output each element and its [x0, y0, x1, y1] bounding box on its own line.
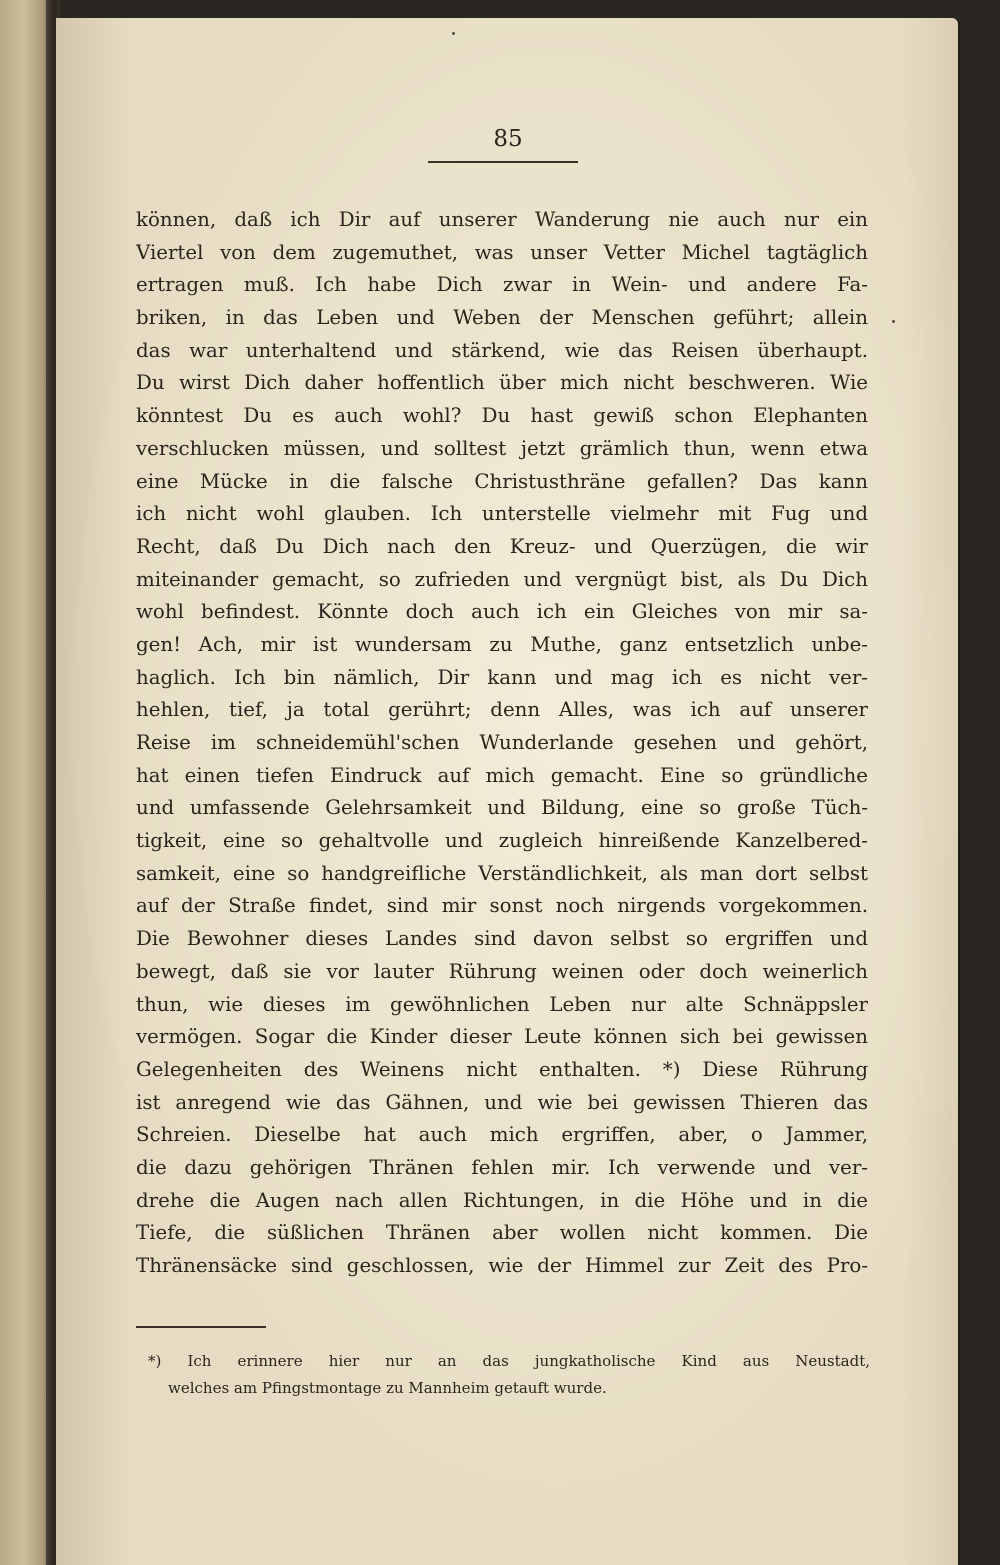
- footnote-line: welches am Pfingstmontage zu Mannheim getauft wurde.: [168, 1379, 607, 1397]
- body-text: [136, 204, 868, 1283]
- text-line: Reise im schneidemühl'schen Wunderlande gesehen und gehört,: [136, 731, 868, 754]
- paper-speck: [892, 320, 895, 323]
- text-line: hat einen tiefen Eindruck auf mich gemacht. Eine so gründliche: [136, 763, 868, 787]
- text-line: Schreien. Dieselbe hat auch mich ergriffen, aber, o Jammer,: [136, 1123, 868, 1147]
- text-line: ertragen muß. Ich habe Dich zwar in Wein- und andere Fa-: [136, 273, 868, 297]
- footnote: [148, 1348, 870, 1402]
- text-line: ich nicht wohl glauben. Ich unterstelle vielmehr mit Fug und: [136, 502, 868, 526]
- text-line: verschlucken müssen, und solltest jetzt grämlich thun, wenn etwa: [136, 436, 868, 460]
- text-line: Tiefe, die süßlichen Thränen aber wollen nicht kommen. Die: [136, 1221, 868, 1245]
- text-line: bewegt, daß sie vor lauter Rührung weinen oder doch weinerlich: [136, 959, 868, 983]
- text-line: können, daß ich Dir auf unserer Wanderung nie auch nur ein: [136, 208, 868, 231]
- text-line: Recht, daß Du Dich nach den Kreuz- und Querzügen, die wir: [136, 534, 868, 558]
- text-line: Gelegenheiten des Weinens nicht enthalten. *) Diese Rührung: [136, 1057, 868, 1081]
- footnote-line: *) Ich erinnere hier nur an das jungkatholische Kind aus Neustadt,: [148, 1352, 870, 1370]
- text-line: wohl befindest. Könnte doch auch ich ein Gleiches von mir sa-: [136, 600, 868, 624]
- text-line: eine Mücke in die falsche Christusthräne gefallen? Das kann: [136, 469, 868, 493]
- text-line: haglich. Ich bin nämlich, Dir kann und mag ich es nicht ver-: [136, 665, 868, 689]
- text-line: drehe die Augen nach allen Richtungen, in die Höhe und in die: [136, 1188, 868, 1212]
- text-line: auf der Straße findet, sind mir sonst noch nirgends vorgekommen.: [136, 894, 868, 918]
- text-line: Du wirst Dich daher hoffentlich über mich nicht beschweren. Wie: [136, 371, 868, 395]
- book-page: [56, 18, 958, 1565]
- text-line: samkeit, eine so handgreifliche Verständlichkeit, als man dort selbst: [136, 861, 868, 885]
- text-line: die dazu gehörigen Thränen fehlen mir. Ich verwende und ver-: [136, 1155, 868, 1179]
- paper-speck: [452, 32, 455, 35]
- footnote-rule: [136, 1326, 266, 1328]
- page-number-rule: [428, 161, 578, 163]
- text-line: und umfassende Gelehrsamkeit und Bildung, eine so große Tüch-: [136, 796, 868, 820]
- text-line: das war unterhaltend und stärkend, wie das Reisen überhaupt.: [136, 338, 868, 362]
- text-line: miteinander gemacht, so zufrieden und vergnügt bist, als Du Dich: [136, 567, 868, 591]
- text-line: tigkeit, eine so gehaltvolle und zugleich hinreißende Kanzelbered-: [136, 829, 868, 853]
- text-line: gen! Ach, mir ist wundersam zu Muthe, ganz entsetzlich unbe-: [136, 632, 868, 656]
- text-line: Thränensäcke sind geschlossen, wie der Himmel zur Zeit des Pro-: [136, 1254, 868, 1277]
- text-line: Die Bewohner dieses Landes sind davon selbst so ergriffen und: [136, 927, 868, 951]
- page-number: 85: [493, 126, 523, 152]
- text-line: thun, wie dieses im gewöhnlichen Leben nur alte Schnäppsler: [136, 992, 868, 1016]
- text-line: briken, in das Leben und Weben der Menschen geführt; allein: [136, 306, 868, 330]
- text-line: könntest Du es auch wohl? Du hast gewiß schon Elephanten: [136, 404, 868, 428]
- text-line: ist anregend wie das Gähnen, und wie bei gewissen Thieren das: [136, 1090, 868, 1114]
- text-line: Viertel von dem zugemuthet, was unser Vetter Michel tagtäglich: [136, 240, 868, 264]
- text-line: vermögen. Sogar die Kinder dieser Leute können sich bei gewissen: [136, 1025, 868, 1049]
- text-line: hehlen, tief, ja total gerührt; denn Alles, was ich auf unserer: [136, 698, 868, 722]
